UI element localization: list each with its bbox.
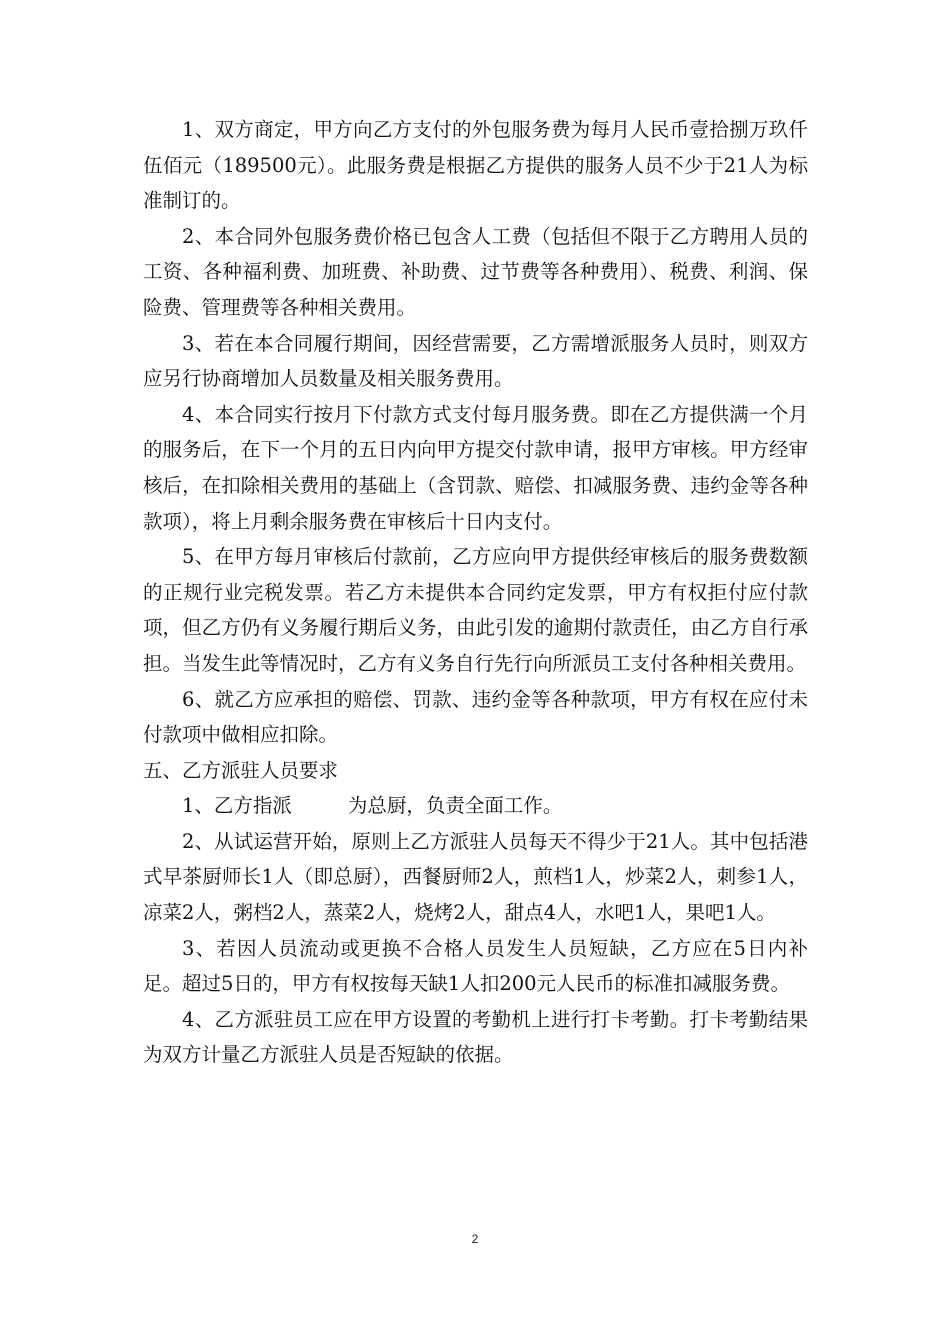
clause-paragraph-1: 1、双方商定，甲方向乙方支付的外包服务费为每月人民币壹拾捌万玖仟伍佰元（189500元）。此服务费是根据乙方提供的服务人员不少于21人为标准制订的。 [143, 118, 808, 213]
clause-paragraph-4: 4、本合同实行按月下付款方式支付每月服务费。即在乙方提供满一个月的服务后，在下一个月的五日内向甲方提交付款申请，报甲方审核。甲方经审核后，在扣除相关费用的基础上（含罚款、赔偿、扣减服务费、违约金等各种款项），将上月剩余服务费在审核后十日内支付。 [143, 402, 808, 533]
staff-item-1-after: 为总厨，负责全面工作。 [347, 794, 563, 818]
clause-paragraph-5: 5、在甲方每月审核后付款前，乙方应向甲方提供经审核后的服务费数额的正规行业完税发票。若乙方未提供本合同约定发票，甲方有权拒付应付款项，但乙方仍有义务履行期后义务，由此引发的逾期付款责任，由乙方自行承担。当发生此等情况时，乙方有义务自行先行向所派员工支付各种相关费用。 [143, 545, 808, 675]
clause-paragraph-3: 3、若在本合同履行期间，因经营需要，乙方需增派服务人员时，则双方应另行协商增加人员数量及相关服务费用。 [143, 331, 808, 391]
staff-item-2: 2、从试运营开始，原则上乙方派驻人员每天不得少于21人。其中包括港式早茶厨师长1人（即总厨），西餐厨师2人，煎档1人，炒菜2人，刺参1人，凉菜2人，粥档2人，蒸菜2人，烧烤2人，甜点4人，水吧1人，果吧1人。 [143, 829, 808, 925]
clause-paragraph-6: 6、就乙方应承担的赔偿、罚款、违约金等各种款项，甲方有权在应付未付款项中做相应扣除。 [143, 687, 808, 747]
staff-item-1 [143, 788, 808, 824]
staff-item-3: 3、若因人员流动或更换不合格人员发生人员短缺，乙方应在5日内补足。超过5日的，甲方有权按每天缺1人扣200元人民币的标准扣减服务费。 [143, 936, 808, 996]
page-number: 2 [471, 1232, 479, 1246]
document-body [143, 112, 808, 1073]
section-heading: 五、乙方派驻人员要求 [143, 758, 339, 782]
clause-paragraph-2: 2、本合同外包服务费价格已包含人工费（包括但不限于乙方聘用人员的工资、各种福利费、加班费、补助费、过节费等各种费用）、税费、利润、保险费、管理费等各种相关费用。 [143, 224, 808, 319]
staff-item-4: 4、乙方派驻员工应在甲方设置的考勤机上进行打卡考勤。打卡考勤结果为双方计量乙方派驻人员是否短缺的依据。 [143, 1007, 808, 1067]
staff-item-1-before: 1、乙方指派 [182, 794, 292, 818]
